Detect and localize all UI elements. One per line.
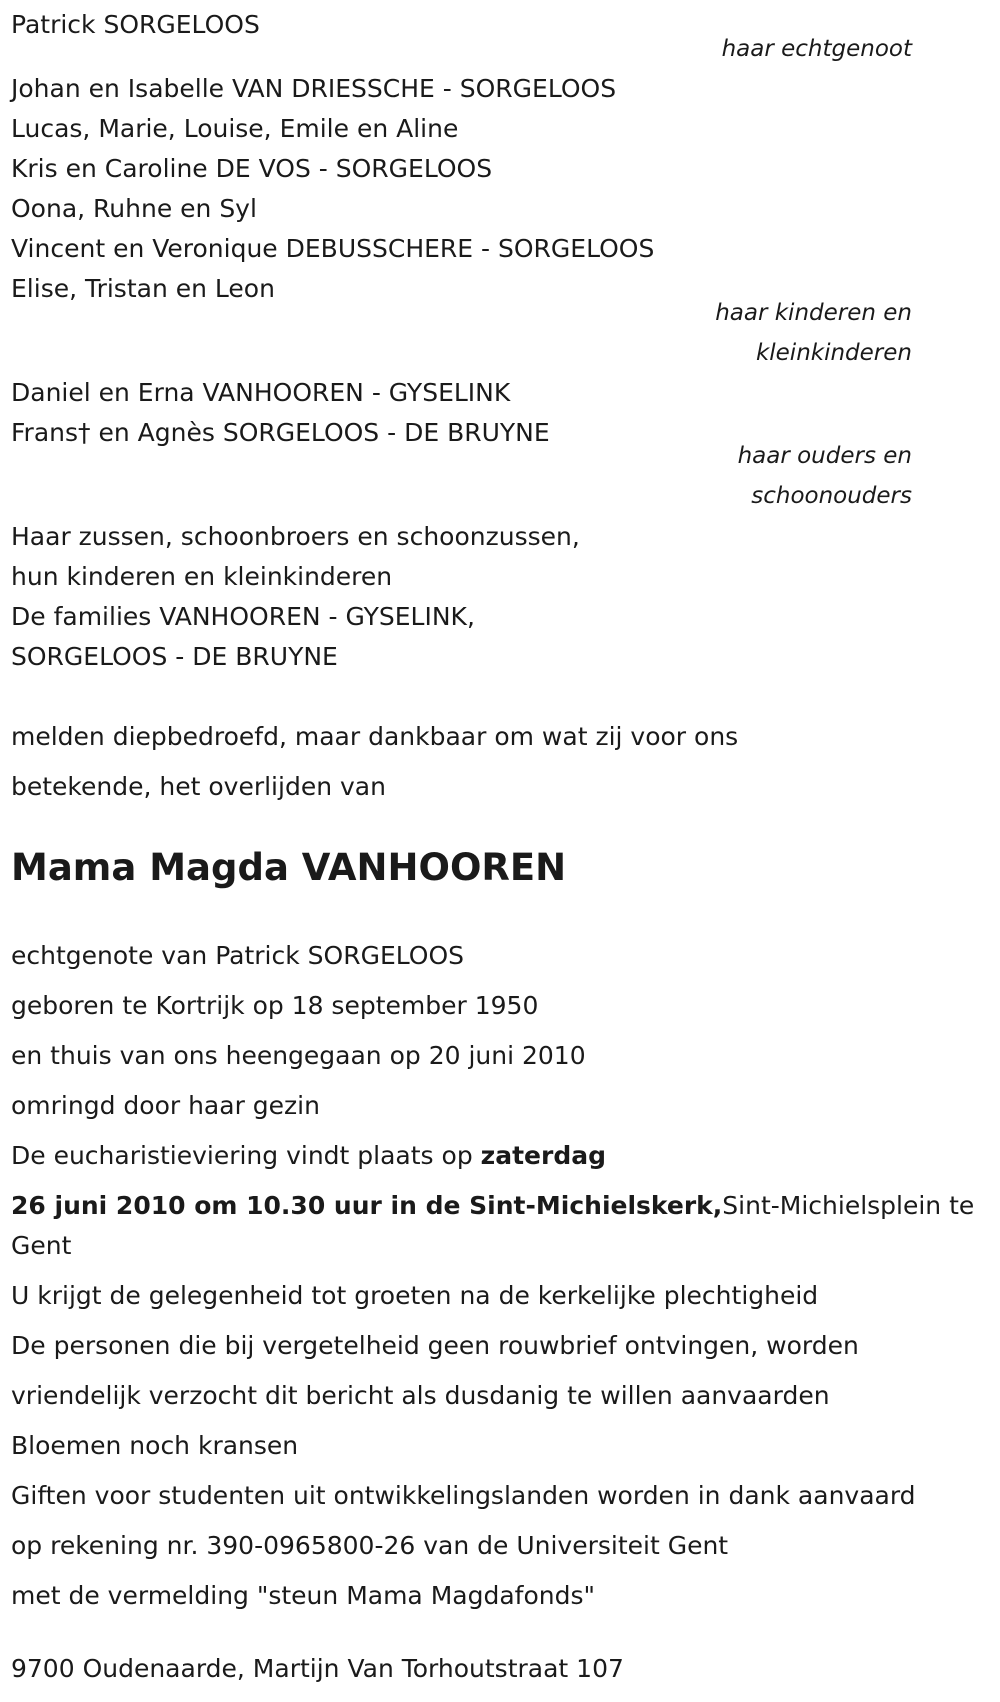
children-line: Johan en Isabelle VAN DRIESSCHE - SORGELOOS xyxy=(11,74,617,103)
children-line: Lucas, Marie, Louise, Emile en Aline xyxy=(11,114,459,143)
home-address: 9700 Oudenaarde, Martijn Van Torhoutstraat 107 xyxy=(11,1654,624,1683)
spouse-of: echtgenote van Patrick SORGELOOS xyxy=(11,941,465,970)
death-info: en thuis van ons heengegaan op 20 juni 2010 xyxy=(11,1041,586,1070)
deceased-name: Mama Magda VANHOOREN xyxy=(11,846,567,889)
mass-line xyxy=(11,1141,606,1171)
notice-line1: De personen die bij vergetelheid geen rouwbrief ontvingen, worden xyxy=(11,1331,859,1360)
parents-line2-name: Frans xyxy=(11,418,79,447)
family-line: Haar zussen, schoonbroers en schoonzussen, xyxy=(11,522,580,551)
gifts-line1: Giften voor studenten uit ontwikkelingslanden worden in dank aanvaard xyxy=(11,1481,916,1510)
announcement-line: betekende, het overlijden van xyxy=(11,772,386,801)
mass-datetime-line xyxy=(11,1191,974,1221)
mass-day: zaterdag xyxy=(480,1141,606,1170)
notice-line2: vriendelijk verzocht dit bericht als dusdanig te willen aanvaarden xyxy=(11,1381,830,1410)
parents-line2 xyxy=(11,418,550,448)
children-line: Oona, Ruhne en Syl xyxy=(11,194,257,223)
mass-prefix: De eucharistieviering vindt plaats op xyxy=(11,1141,481,1170)
children-role-line2: kleinkinderen xyxy=(755,340,912,366)
spouse-role: haar echtgenoot xyxy=(721,36,912,62)
parents-role-line2: schoonouders xyxy=(751,483,912,509)
spouse-name: Patrick SORGELOOS xyxy=(11,10,260,39)
mass-address-b: Gent xyxy=(11,1231,72,1260)
gifts-line2: op rekening nr. 390-0965800-26 van de Universiteit Gent xyxy=(11,1531,729,1560)
cross-symbol: † xyxy=(78,418,91,447)
parents-line1: Daniel en Erna VANHOOREN - GYSELINK xyxy=(11,378,511,407)
parents-role-line1: haar ouders en xyxy=(737,443,912,469)
birth-info: geboren te Kortrijk op 18 september 1950 xyxy=(11,991,539,1020)
mass-datetime-place: 26 juni 2010 om 10.30 uur in de Sint-Michielskerk, xyxy=(11,1191,723,1220)
family-line: De families VANHOOREN - GYSELINK, xyxy=(11,602,475,631)
children-line: Elise, Tristan en Leon xyxy=(11,274,275,303)
children-line: Vincent en Veronique DEBUSSCHERE - SORGELOOS xyxy=(11,234,655,263)
family-line: hun kinderen en kleinkinderen xyxy=(11,562,393,591)
children-role-line1: haar kinderen en xyxy=(715,300,912,326)
surrounded-by: omringd door haar gezin xyxy=(11,1091,320,1120)
children-line: Kris en Caroline DE VOS - SORGELOOS xyxy=(11,154,493,183)
greeting-info: U krijgt de gelegenheid tot groeten na de kerkelijke plechtigheid xyxy=(11,1281,819,1310)
gifts-line3: met de vermelding "steun Mama Magdafonds" xyxy=(11,1581,595,1610)
mass-address-a: Sint-Michielsplein te xyxy=(722,1191,975,1220)
parents-line2-rest: en Agnès SORGELOOS - DE BRUYNE xyxy=(90,418,550,447)
flowers-note: Bloemen noch kransen xyxy=(11,1431,299,1460)
family-line: SORGELOOS - DE BRUYNE xyxy=(11,642,338,671)
announcement-line: melden diepbedroefd, maar dankbaar om wat zij voor ons xyxy=(11,722,739,751)
